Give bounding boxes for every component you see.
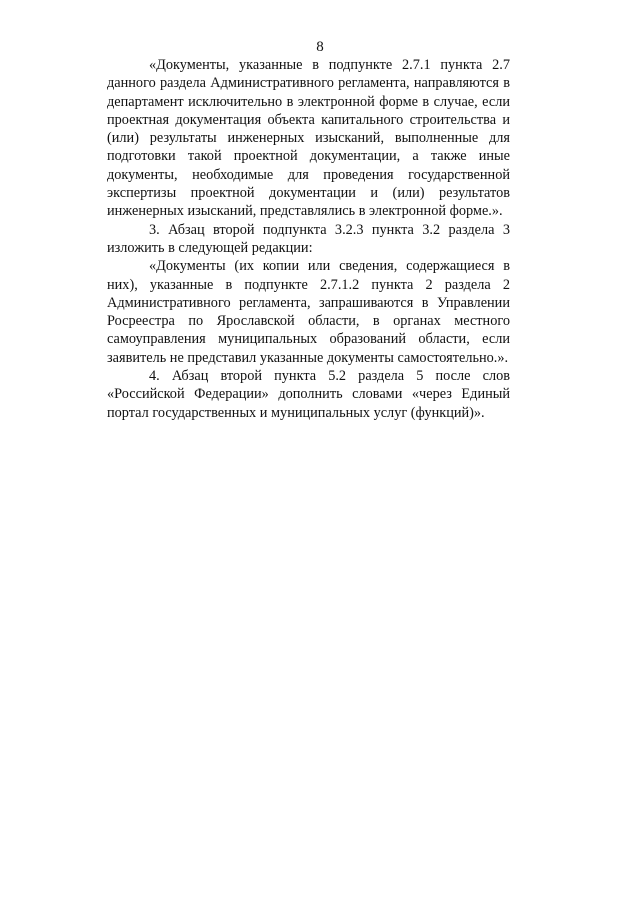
paragraph-item-3: 3. Абзац второй подпункта 3.2.3 пункта 3.2 раздела 3 изложить в следующей редакции: xyxy=(107,221,510,256)
paragraph-documents-request-clause: «Документы (их копии или сведения, содержащиеся в них), указанные в подпункте 2.7.1.2 пункта 2 раздела 2 Административного регламента, запрашиваются в Управлении Росреестра по Ярославской области, в органах местного самоуправления муниципальных образований области, если заявитель не представил указанные документы самостоятельно.». xyxy=(107,258,510,366)
paragraph-electronic-form-clause: «Документы, указанные в подпункте 2.7.1 пункта 2.7 данного раздела Административного регламента, направляются в департамент исключительно в электронной форме в случае, если проектная документация объекта капитального строительства и (или) результаты инженерных изысканий, выполненные для подготовки такой проектной документации, а также иные документы, необходимые для проведения государственной экспертизы проектной документации и (или) результатов инженерных изысканий, представлялись в электронной форме.». xyxy=(107,57,510,220)
page-number: 8 xyxy=(316,39,324,55)
document-body xyxy=(107,56,510,422)
paragraph-item-4: 4. Абзац второй пункта 5.2 раздела 5 после слов «Российской Федерации» дополнить словами «через Единый портал государственных и муниципальных услуг (функций)». xyxy=(107,368,510,421)
